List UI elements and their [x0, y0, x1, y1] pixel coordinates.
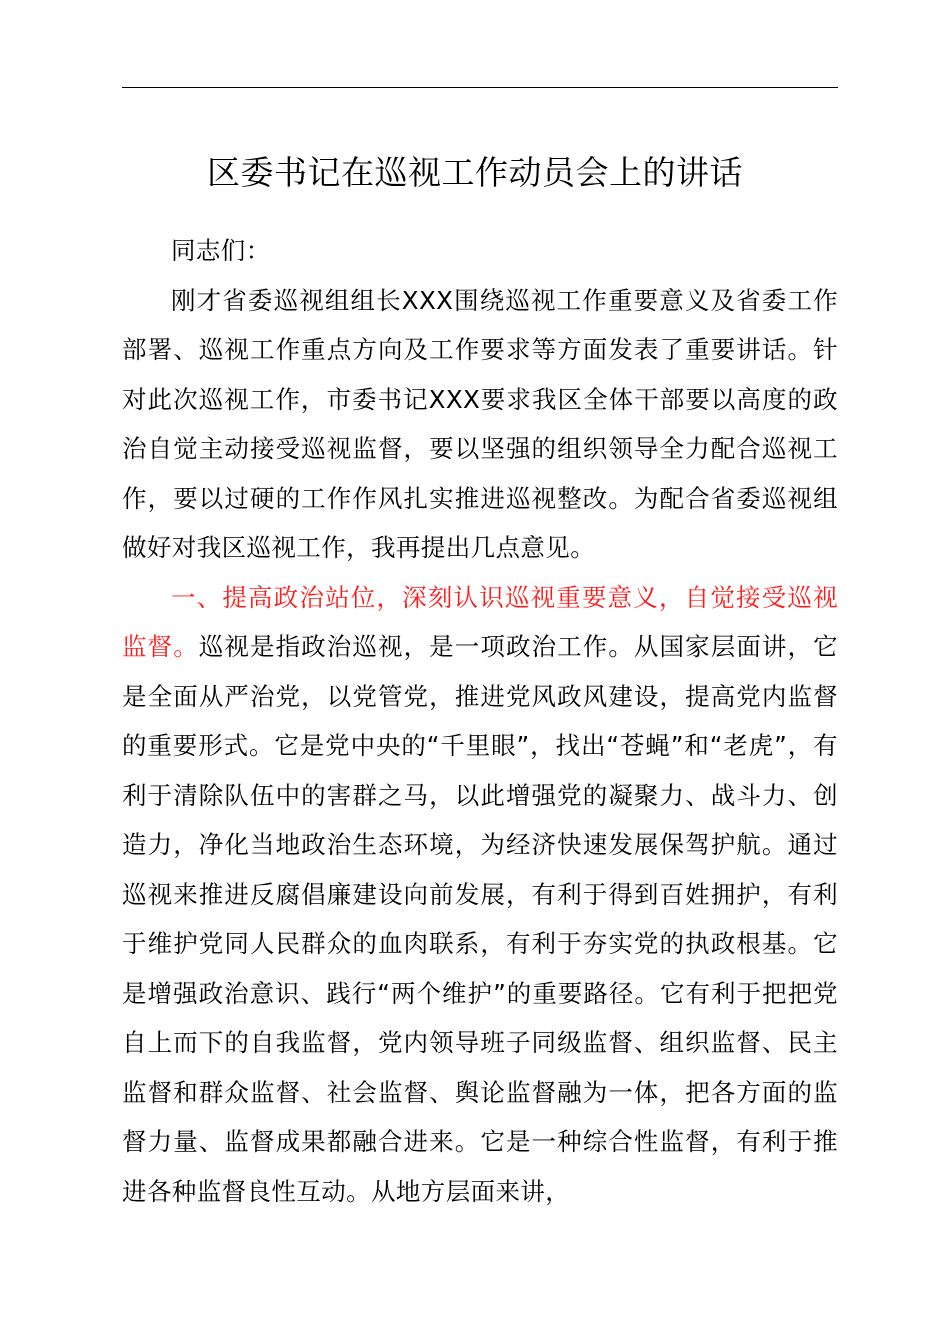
section-one-heading: 一、提高政治站位，深刻认识巡视重要意义，自觉接受巡视监督。	[122, 582, 838, 661]
document-body	[122, 226, 838, 1216]
document-title: 区委书记在巡视工作动员会上的讲话	[207, 153, 743, 192]
intro-paragraph: 刚才省委巡视组组长XXX围绕巡视工作重要意义及省委工作部署、巡视工作重点方向及工作要求等方面发表了重要讲话。针对此次巡视工作，市委书记XXX要求我区全体干部要以高度的政治自觉主动接受巡视监督，要以坚强的组织领导全力配合巡视工作，要以过硬的工作作风扎实推进巡视整改。为配合省委巡视组做好对我区巡视工作，我再提出几点意见。	[122, 285, 838, 562]
section-one-body: 巡视是指政治巡视，是一项政治工作。从国家层面讲，它是全面从严治党，以党管党，推进党风政风建设，提高党内监督的重要形式。它是党中央的“千里眼”，找出“苍蝇”和“老虎”，有利于清除队伍中的害群之马，以此增强党的凝聚力、战斗力、创造力，净化当地政治生态环境，为经济快速发展保驾护航。通过巡视来推进反腐倡廉建设向前发展，有利于得到百姓拥护，有利于维护党同人民群众的血肉联系，有利于夯实党的执政根基。它是增强政治意识、践行“两个维护”的重要路径。它有利于把把党自上而下的自我监督，党内领导班子同级监督、组织监督、民主监督和群众监督、社会监督、舆论监督融为一体，把各方面的监督力量、监督成果都融合进来。它是一种综合性监督，有利于推进各种监督良性互动。从地方层面来讲，	[122, 632, 839, 1206]
header-rule	[122, 87, 838, 88]
section-one-paragraph	[122, 573, 838, 1217]
salutation: 同志们：	[171, 236, 271, 265]
